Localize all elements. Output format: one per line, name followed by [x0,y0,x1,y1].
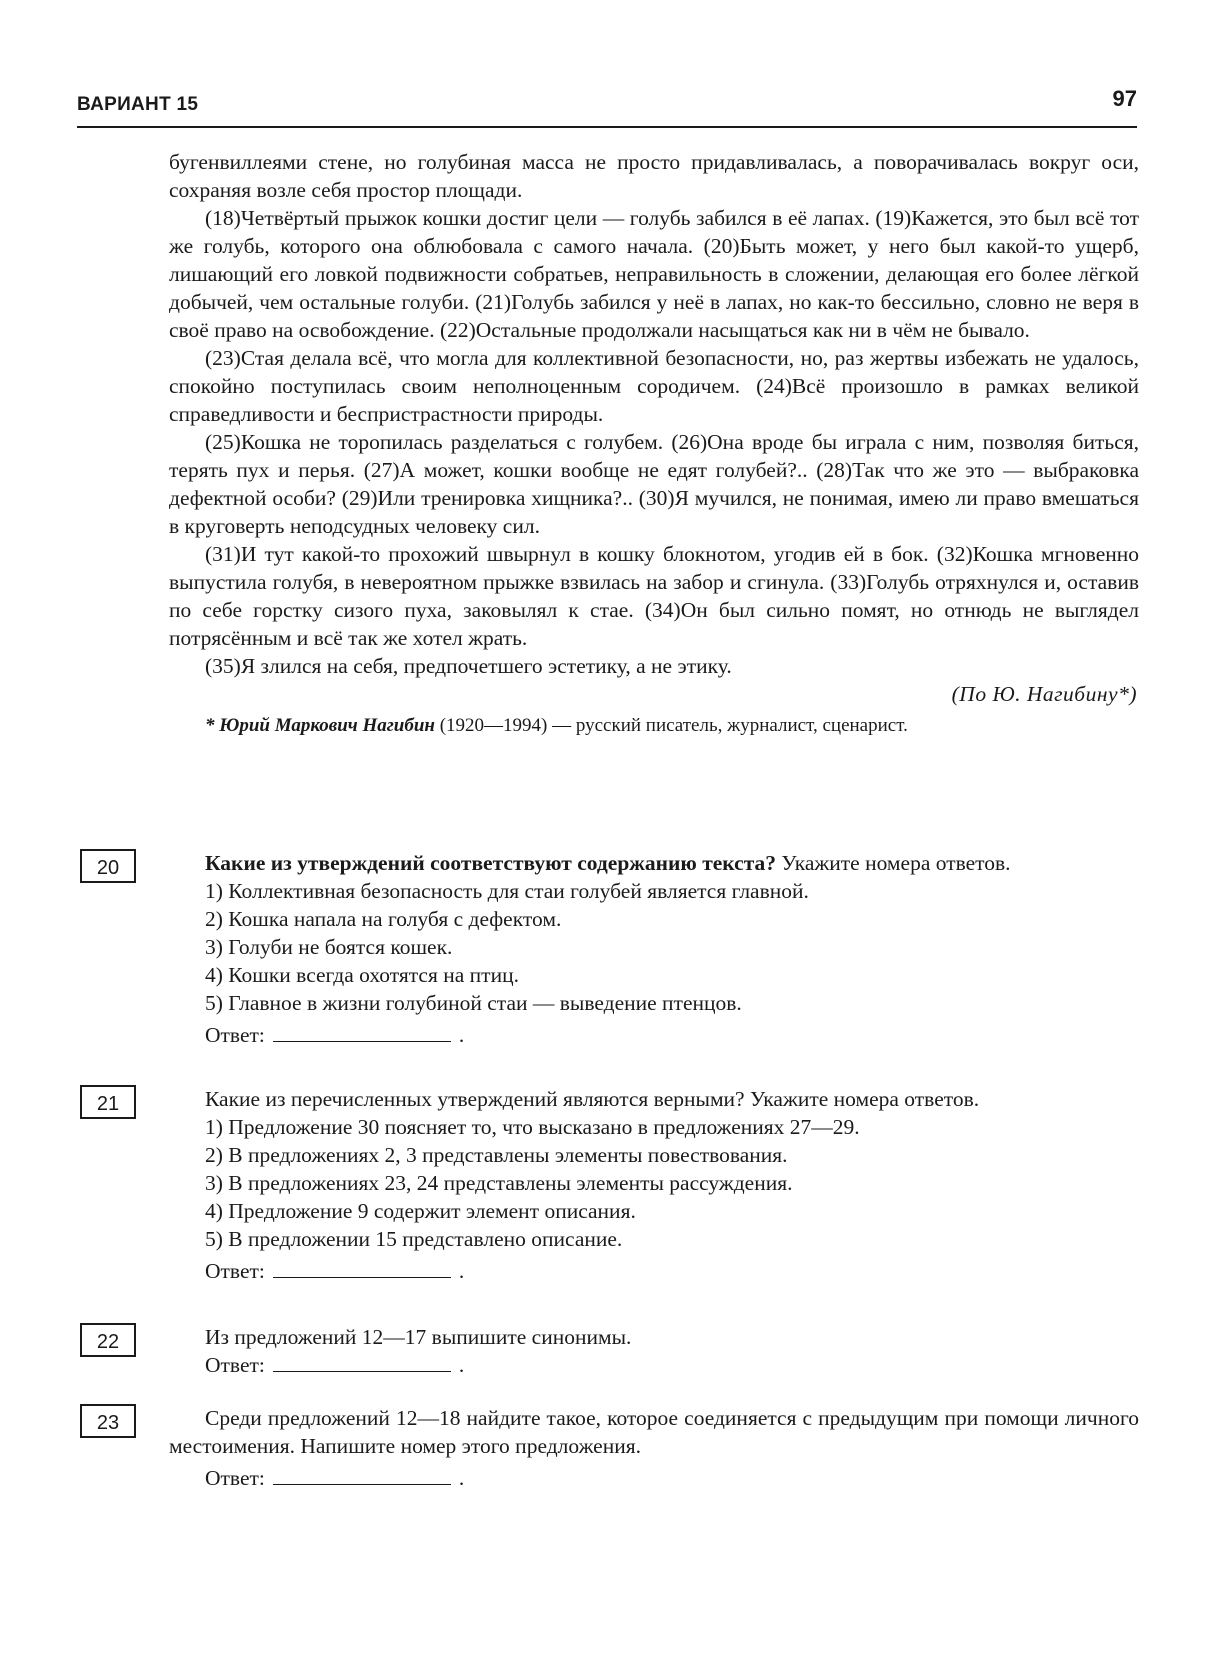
task-option: 5) Главное в жизни голубиной стаи — выведение птенцов. [205,991,742,1015]
footnote [205,712,1139,740]
reading-text [169,148,1139,740]
author-attribution: (По Ю. Нагибину*) [951,682,1137,706]
text-paragraph: (18)Четвёртый прыжок кошки достиг цели — голубь забился в её лапах. (19)Кажется, это был всё тот же голубь, которого она облюбовала с самого начала. (20)Быть может, у него был какой-то ущерб, лишающий его ловкой подвижности собратьев, неправильность в сложении, делающая его более лёгкой добычей, чем остальные голуби. (21)Голубь забился у неё в лапах, но как-то бессильно, словно не веря в своё право на освобождение. (22)Остальные продолжали насыщаться как ни в чём не бывало. [169,206,1139,342]
task-question: Какие из перечисленных утверждений являются верными? Укажите номера ответов. [205,1087,980,1111]
text-paragraph: (25)Кошка не торопилась разделаться с голубем. (26)Она вроде бы играла с ним, позволяя биться, терять пух и перья. (27)А может, кошки вообще не едят голубей?.. (28)Так что же это — выбраковка дефектной особи? (29)Или тренировка хищника?.. (30)Я мучился, не понимая, имею ли право вмешаться в круговерть неподсудных человеку сил. [169,430,1139,538]
text-paragraph: бугенвиллеями стене, но голубиная масса не просто придавливалась, а поворачивалась вокруг оси, сохраняя возле себя простор площади. [169,150,1139,202]
task-question [169,849,1139,877]
answer-period: . [458,1259,465,1283]
task-number-box: 22 [80,1323,136,1357]
answer-row [205,1464,1139,1492]
answer-row [205,1351,1139,1379]
task-option: 3) Голуби не боятся кошек. [205,935,453,959]
task-option: 5) В предложении 15 представлено описание. [205,1227,623,1251]
answer-field[interactable] [273,1353,451,1372]
answer-row [205,1021,1139,1049]
task-question: Среди предложений 12—18 найдите такое, которое соединяется с предыдущим при помощи личного местоимения. Напишите номер этого предложения. [169,1406,1139,1458]
task-option: 4) Кошки всегда охотятся на птиц. [205,963,519,987]
page-number: 97 [1112,86,1137,111]
task-question-bold: Какие из утверждений соответствуют содержанию текста? [205,851,777,875]
answer-period: . [458,1023,465,1047]
task-body [169,1323,1139,1379]
task-option: 2) В предложениях 2, 3 представлены элементы повествования. [205,1143,788,1167]
page-header [77,86,1137,128]
answer-label: Ответ: [205,1353,265,1377]
answer-field[interactable] [273,1466,451,1485]
task-number-box: 20 [80,849,136,883]
task-question-rest: Укажите номера ответов. [776,851,1011,875]
task-body [169,1404,1139,1492]
answer-period: . [458,1466,465,1490]
text-paragraph: (31)И тут какой-то прохожий швырнул в кошку блокнотом, угодив ей в бок. (32)Кошка мгновенно выпустила голубя, в невероятном прыжке взвилась на забор и сгинула. (33)Голубь отряхнулся и, оставив по себе горстку сизого пуха, заковылял к стае. (34)Он был сильно помят, но отнюдь не выглядел потрясённым и всё так же хотел жрать. [169,542,1139,650]
answer-field[interactable] [273,1259,451,1278]
task-option: 1) Предложение 30 поясняет то, что высказано в предложениях 27—29. [205,1115,860,1139]
footnote-text: (1920—1994) — русский писатель, журналист, сценарист. [434,715,908,736]
answer-row [205,1257,1139,1285]
text-paragraph: (35)Я злился на себя, предпочетшего эстетику, а не этику. [205,654,732,678]
text-paragraph: (23)Стая делала всё, что могла для коллективной безопасности, но, раз жертвы избежать не удалось, спокойно поступилась своим неполноценным сородичем. (24)Всё произошло в рамках великой справедливости и беспристрастности природы. [169,346,1139,426]
task-option: 2) Кошка напала на голубя с дефектом. [205,907,562,931]
variant-label: ВАРИАНТ 15 [77,94,199,115]
answer-field[interactable] [273,1023,451,1042]
task-number-box: 23 [80,1404,136,1438]
task-option: 4) Предложение 9 содержит элемент описания. [205,1199,636,1223]
task-body [169,1085,1139,1285]
answer-label: Ответ: [205,1023,265,1047]
task-option: 3) В предложениях 23, 24 представлены элементы рассуждения. [205,1171,793,1195]
footnote-name: * Юрий Маркович Нагибин [205,715,435,736]
task-body [169,849,1139,1049]
answer-label: Ответ: [205,1259,265,1283]
answer-period: . [458,1353,465,1377]
task-question: Из предложений 12—17 выпишите синонимы. [205,1325,632,1349]
answer-label: Ответ: [205,1466,265,1490]
task-number-box: 21 [80,1085,136,1119]
task-option: 1) Коллективная безопасность для стаи голубей является главной. [205,879,809,903]
